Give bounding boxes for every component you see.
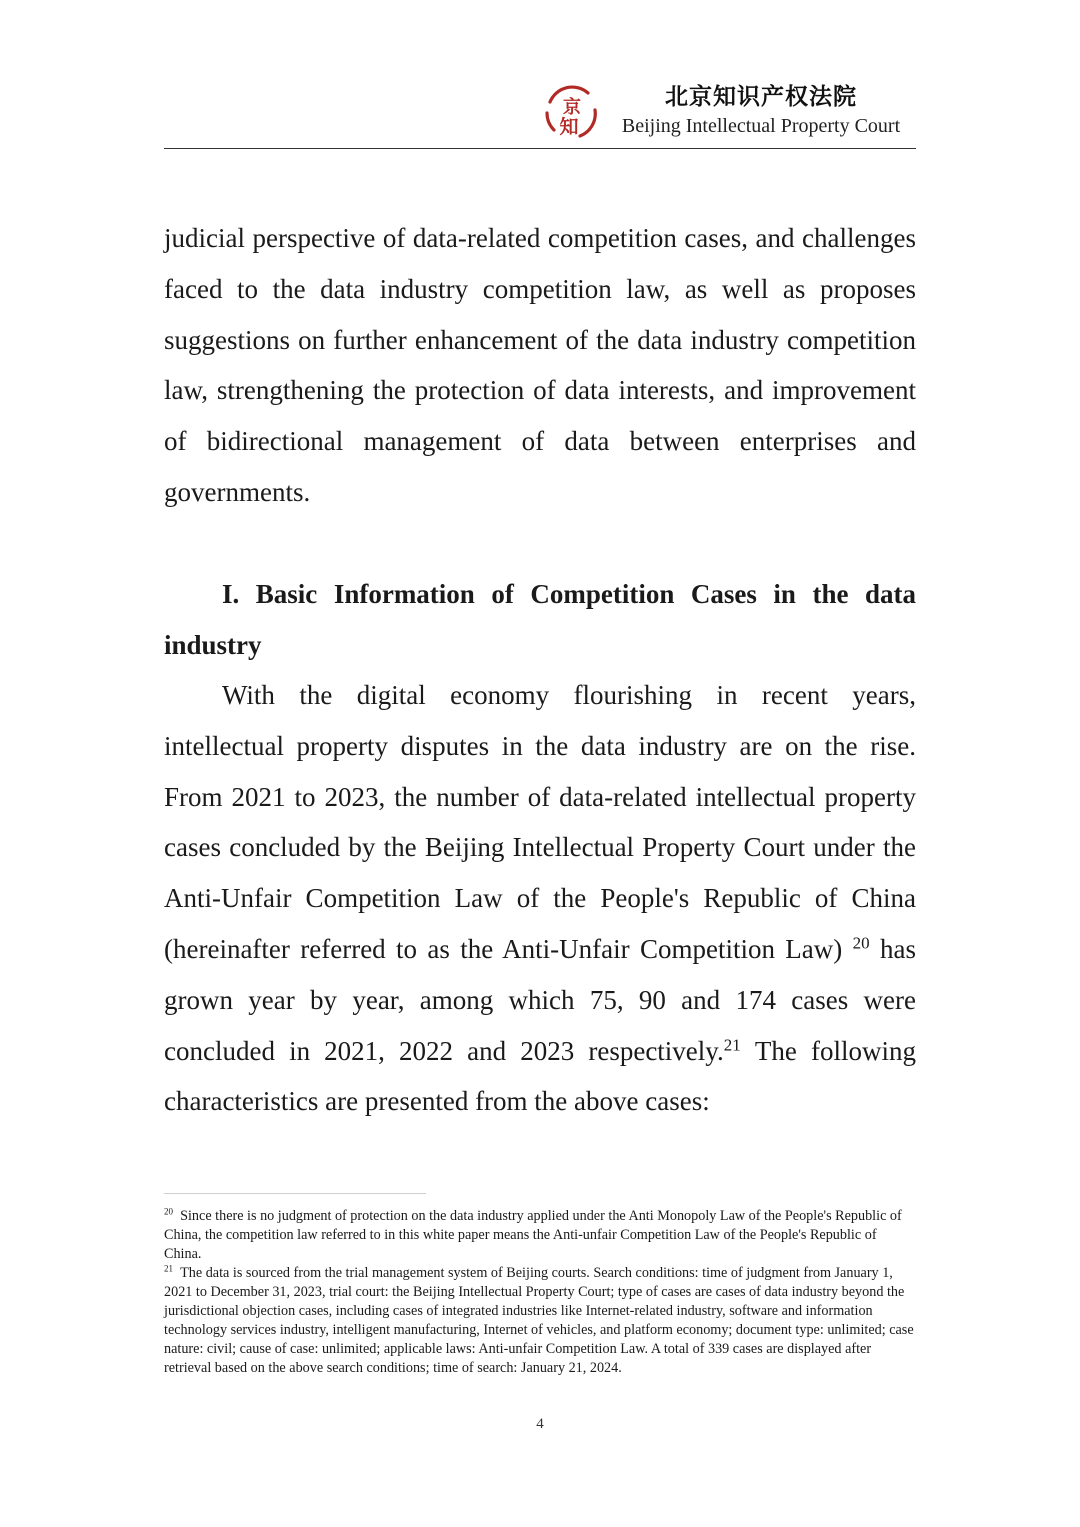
page-number: 4: [536, 1416, 544, 1432]
paragraph-text: The following characteristics are presented from the above cases:: [164, 1035, 917, 1117]
court-seal-logo: [542, 84, 600, 142]
footnote-20: [164, 1207, 916, 1264]
svg-text:京: 京: [563, 97, 581, 118]
footnote-ref-21[interactable]: 21: [723, 1035, 741, 1055]
footnote-text: Since there is no judgment of protection on the data industry applied under the Anti Monopoly Law of the People's Republic of China, the competition law referred to in this white paper means the Anti-unfair Competition Law of the People's Republic of China.: [164, 1208, 902, 1262]
footnote-marker: 20: [164, 1206, 173, 1217]
court-name-english: Beijing Intellectual Property Court: [621, 115, 901, 137]
paragraph-text: With the digital economy flourishing in recent years, intellectual property disputes in the data industry are on the rise. From 2021 to 2023, the number of data-related intellectual property cases concluded by the Beijing Intellectual Property Court under the Anti-Unfair Competition Law of the People's Republic of China (hereinafter referred to as the Anti-Unfair Competition Law): [164, 680, 916, 964]
page-header: [164, 78, 916, 149]
body-paragraph-1: judicial perspective of data-related competition cases, and challenges faced to the data industry competition law, as well as proposes suggestions on further enhancement of the data industry competition law, strengthening the protection of data interests, and improvement of bidirectional management of data between enterprises and governments.: [164, 223, 916, 507]
footnote-separator: [164, 1193, 426, 1194]
footnote-text: The data is sourced from the trial management system of Beijing courts. Search conditions: time of judgment from January 1, 2021 to December 31, 2023, trial court: the Beijing Intellectual Property Court; type of cases are cases of data industry beyond the jurisdictional objection cases, including cases of integrated industries like Internet-related industry, software and information technology services industry, intelligent manufacturing, Internet of vehicles, and platform economy; document type: unlimited; case nature: civil; cause of case: unlimited; applicable laws: Anti-unfair Competition Law. A total of 339 cases are displayed after retrieval based on the above search conditions; time of search: January 21, 2024.: [164, 1265, 914, 1376]
footnote-21: [164, 1264, 916, 1378]
body-paragraph-2: [164, 670, 916, 1127]
footnote-ref-20[interactable]: 20: [852, 933, 870, 953]
paragraph-text: has grown year by year, among which 75, 90 and 174 cases were concluded in 2021, 2022 and 2023 respectively.: [164, 933, 917, 1066]
footnote-marker: 21: [164, 1263, 173, 1274]
svg-text:知: 知: [559, 116, 579, 138]
footnotes: [164, 1207, 916, 1378]
header-title-block: [606, 82, 916, 140]
section-heading: I. Basic Information of Competition Cases in the data industry: [164, 579, 916, 660]
court-name-chinese: 北京知识产权法院: [665, 84, 857, 110]
